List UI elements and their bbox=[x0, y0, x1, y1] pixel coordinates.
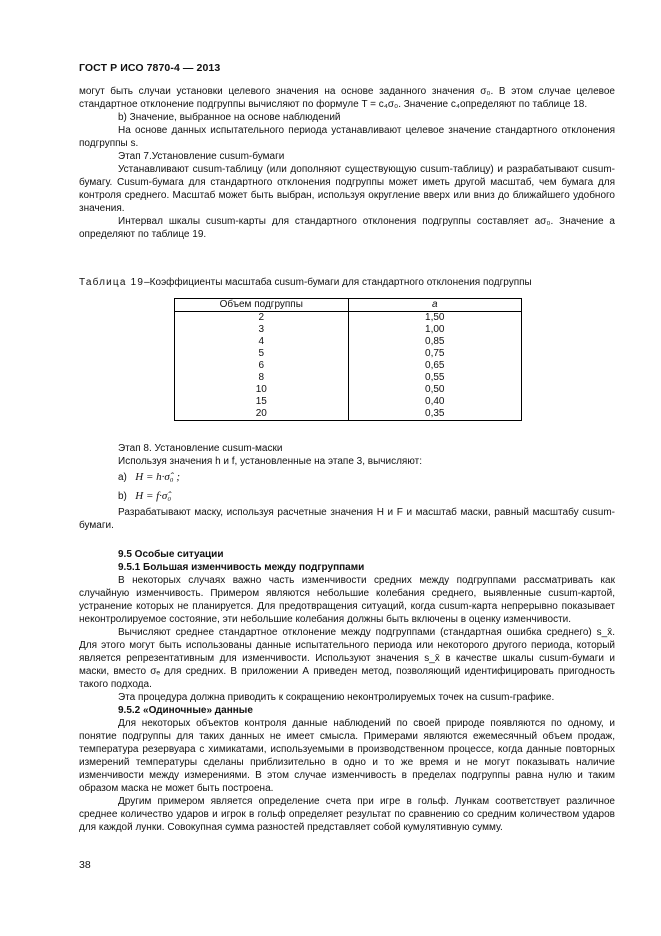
column-header: Объем подгруппы bbox=[175, 299, 349, 312]
table-cell: 5 bbox=[175, 348, 349, 360]
paragraph: Разрабатывают маску, используя расчетные значения H и F и масштаб маски, равный масштабу cusum-бумаги. bbox=[79, 507, 615, 531]
table-cell: 0,50 bbox=[348, 384, 522, 396]
text-block-2 bbox=[79, 442, 615, 532]
running-header: ГОСТ Р ИСО 7870-4 — 2013 bbox=[79, 62, 221, 74]
table-caption bbox=[79, 276, 619, 289]
table-header-row bbox=[175, 299, 522, 312]
paragraph: На основе данных испытательного периода устанавливают целевое значение стандартного отклонения подгруппы s. bbox=[79, 125, 615, 149]
table-caption-label: Таблица 19 bbox=[79, 277, 145, 288]
step-heading: Этап 7.Установление cusum-бумаги bbox=[118, 151, 285, 162]
table-cell: 0,85 bbox=[348, 336, 522, 348]
table-row bbox=[175, 384, 522, 396]
formula: H = f·σ̂₀ bbox=[135, 490, 172, 502]
paragraph: Интервал шкалы cusum-карты для стандартного отклонения подгруппы составляет aσ₀. Значение a определяют по таблице 19. bbox=[79, 216, 615, 240]
paragraph: Используя значения h и f, установленные на этапе 3, вычисляют: bbox=[118, 456, 422, 467]
table-cell: 15 bbox=[175, 396, 349, 408]
table-caption-text: –Коэффициенты масштаба cusum-бумаги для стандартного отклонения подгруппы bbox=[144, 277, 532, 288]
table-cell: 1,50 bbox=[348, 312, 522, 325]
table-row bbox=[175, 348, 522, 360]
table-cell: 6 bbox=[175, 360, 349, 372]
table-row bbox=[175, 312, 522, 325]
subsection-heading: 9.5.2 «Одиночные» данные bbox=[118, 705, 253, 716]
subsection-heading: 9.5.1 Большая изменчивость между подгруппами bbox=[118, 562, 365, 573]
column-header: a bbox=[348, 299, 522, 312]
table-cell: 2 bbox=[175, 312, 349, 325]
table-cell: 3 bbox=[175, 324, 349, 336]
table-cell: 0,40 bbox=[348, 396, 522, 408]
step-heading: Этап 8. Установление cusum-маски bbox=[118, 443, 283, 454]
paragraph: Другим примером является определение счета при игре в гольф. Лункам соответствует различное среднее количество ударов и игрок в гольф определяет результат по сравнению со средним количеством ударов для каждой лунки. Совокупная сумма разностей представляет собой кумулятивную сумму. bbox=[79, 796, 615, 833]
page-number: 38 bbox=[79, 859, 91, 871]
paragraph: Вычисляют среднее стандартное отклонение между подгруппами (стандартная ошибка среднего) s_x̄. Для этого могут быть использованы данные испытательного периода или некоторого другого периода, который является репрезентативным для изменчивости. Используют значения s_x̄ в качестве шкалы cusum-бумаги и маски, вместо σₑ для средних. В приложении А приведен метод, позволяющий идентифицировать пригодность такого подхода. bbox=[79, 627, 615, 690]
paragraph: В некоторых случаях важно часть изменчивости средних между подгруппами рассматривать как случайную изменчивость. Примером являются небольшие колебания среднего, выявленные cusum-картой, устранение которых не планируется. Для предотвращения ситуаций, когда cusum-карта непрерывно показывает неконтролируемое состояние, эти небольшие колебания должны быть включены в оценку изменчивости. bbox=[79, 575, 615, 625]
paragraph: Устанавливают cusum-таблицу (или дополняют существующую cusum-таблицу) и разрабатывают cusum-бумагу. Cusum-бумага для стандартного отклонения подгруппы может иметь другой масштаб, чем бумага для контроля среднего. Масштаб может быть выбран, используя округление вверх или вниз до ближайшего удобного значения. bbox=[79, 164, 615, 214]
formula-a bbox=[79, 468, 615, 487]
section-9-5 bbox=[79, 548, 615, 834]
table-row bbox=[175, 360, 522, 372]
table-row bbox=[175, 372, 522, 384]
table-row bbox=[175, 396, 522, 408]
list-item-b: b) Значение, выбранное на основе наблюдений bbox=[118, 112, 341, 123]
table-cell: 10 bbox=[175, 384, 349, 396]
formula-label: a) bbox=[118, 472, 127, 483]
table-cell: 8 bbox=[175, 372, 349, 384]
section-heading: 9.5 Особые ситуации bbox=[118, 549, 224, 560]
formula: H = h·σ̂₀ ; bbox=[135, 471, 181, 483]
text-block-1 bbox=[79, 85, 615, 241]
table-cell: 4 bbox=[175, 336, 349, 348]
table-row bbox=[175, 324, 522, 336]
formula-label: b) bbox=[118, 491, 127, 502]
coefficients-table bbox=[174, 298, 522, 421]
table-row bbox=[175, 408, 522, 421]
formula-b bbox=[79, 487, 615, 506]
table-cell: 20 bbox=[175, 408, 349, 421]
table-row bbox=[175, 336, 522, 348]
paragraph: Для некоторых объектов контроля данные наблюдений по своей природе появляются по одному, и понятие подгруппы для таких данных не имеет смысла. Примерами являются ежемесячный объем продаж, температура резервуара с химикатами, используемыми в производственном процессе, когда данные повторных измерений температуры сделаны приблизительно в одно и то же время и не могут показывать наличие изменчивости между измерениями. В этом случае изменчивость в пределах подгруппы равна нулю и таким образом маска не может быть построена. bbox=[79, 718, 615, 794]
paragraph: могут быть случаи установки целевого значения на основе заданного значения σ₀. В этом случае целевое стандартное отклонение подгруппы вычисляют по формуле T = c₄σ₀. Значение c₄определяют по таблице 18. bbox=[79, 86, 615, 110]
table-cell: 0,55 bbox=[348, 372, 522, 384]
table-cell: 0,35 bbox=[348, 408, 522, 421]
paragraph: Эта процедура должна приводить к сокращению неконтролируемых точек на cusum-графике. bbox=[118, 692, 555, 703]
table-cell: 0,75 bbox=[348, 348, 522, 360]
table-cell: 1,00 bbox=[348, 324, 522, 336]
table-cell: 0,65 bbox=[348, 360, 522, 372]
